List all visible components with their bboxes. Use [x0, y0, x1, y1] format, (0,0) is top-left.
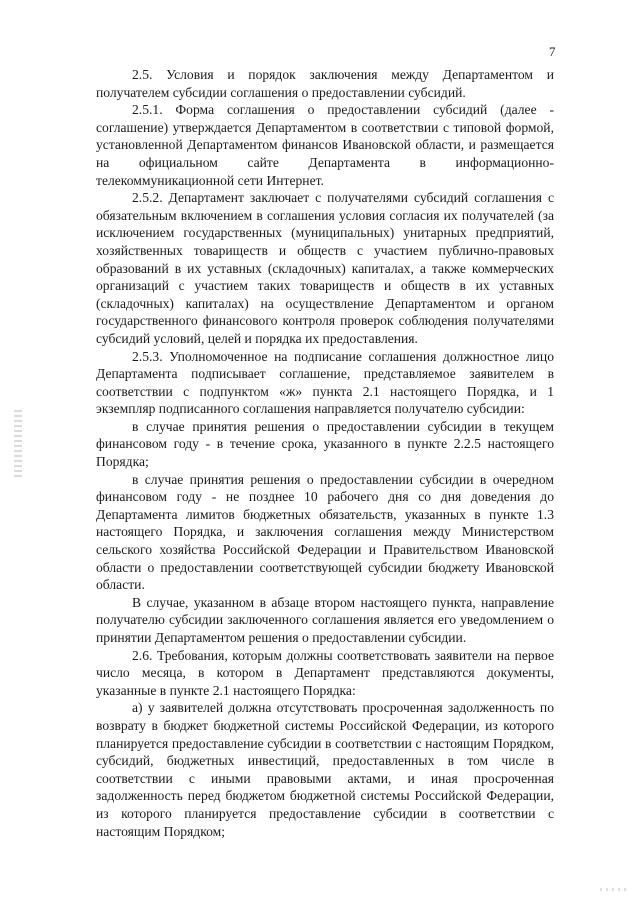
- paragraph-notification: В случае, указанном в абзаце втором настоящего пункта, направление получателю субсидии заключенного соглашения является его уведомлением о принятии Департаментом решения о предоставлении субсидии.: [96, 594, 554, 645]
- paragraph-2-5: 2.5. Условия и порядок заключения между Департаментом и получателем субсидии соглашения о предоставлении субсидий.: [96, 67, 554, 100]
- document-body: [96, 66, 554, 840]
- paragraph-2-5-1: 2.5.1. Форма соглашения о предоставлении субсидий (далее - соглашение) утверждается Департаментом в соответствии с типовой формой, установленной Департаментом финансов Ивановской области, и размещается на официальном сайте Департамента в информационно-телекоммуникационной сети Интернет.: [96, 102, 554, 188]
- paragraph-2-5-3: 2.5.3. Уполномоченное на подписание соглашения должностное лицо Департамента подписывает соглашение, представляемое заявителем в соответствии с подпунктом «ж» пункта 2.1 настоящего Порядка, и 1 экземпляр подписанного соглашения направляется получателю субсидии:: [96, 348, 554, 417]
- scan-margin-mark: [14, 410, 22, 480]
- paragraph-2-5-2: 2.5.2. Департамент заключает с получателями субсидий соглашения с обязательным включением в соглашения условия согласия их получателей (за исключением государственных (муниципальных) унитарных предприятий, хозяйственных товариществ и обществ с участием публично-правовых образований в их уставных (складочных) капиталах, а также коммерческих организаций с участием таких товариществ и обществ в их уставных (складочных) капиталах) на осуществление Департаментом и органом государственного финансового контроля проверок соблюдения получателями субсидий условий, целей и порядка их предоставления.: [96, 190, 554, 346]
- paragraph-current-year: в случае принятия решения о предоставлении субсидии в текущем финансовом году - в течение срока, указанного в пункте 2.2.5 настоящего Порядка;: [96, 418, 554, 470]
- paragraph-2-6-a: а) у заявителей должна отсутствовать просроченная задолженность по возврату в бюджет бюджетной системы Российской Федерации, из которого планируется предоставление субсидии в соответствии с настоящим Порядком, субсидий, бюджетных инвестиций, предоставленных в том числе в соответствии с иными правовыми актами, и иная просроченная задолженность перед бюджетом бюджетной системы Российской Федерации, из которого планируется предоставление субсидии в соответствии с настоящим Порядком;: [96, 700, 554, 839]
- page-number: 7: [549, 44, 556, 59]
- scan-edge-dots: [600, 888, 630, 891]
- paragraph-next-year: в случае принятия решения о предоставлении субсидии в очередном финансовом году - не позднее 10 рабочего дня со дня доведения до Департамента лимитов бюджетных обязательств, указанных в пункте 1.3 настоящего Порядка, и заключения соглашения между Министерством сельского хозяйства Российской Федерации и Правительством Ивановской области о предоставлении соответствующей субсидии бюджету Ивановской области.: [96, 471, 554, 593]
- paragraph-2-6: 2.6. Требования, которым должны соответствовать заявители на первое число месяца, в котором в Департамент представляются документы, указанные в пункте 2.1 настоящего Порядка:: [96, 647, 554, 698]
